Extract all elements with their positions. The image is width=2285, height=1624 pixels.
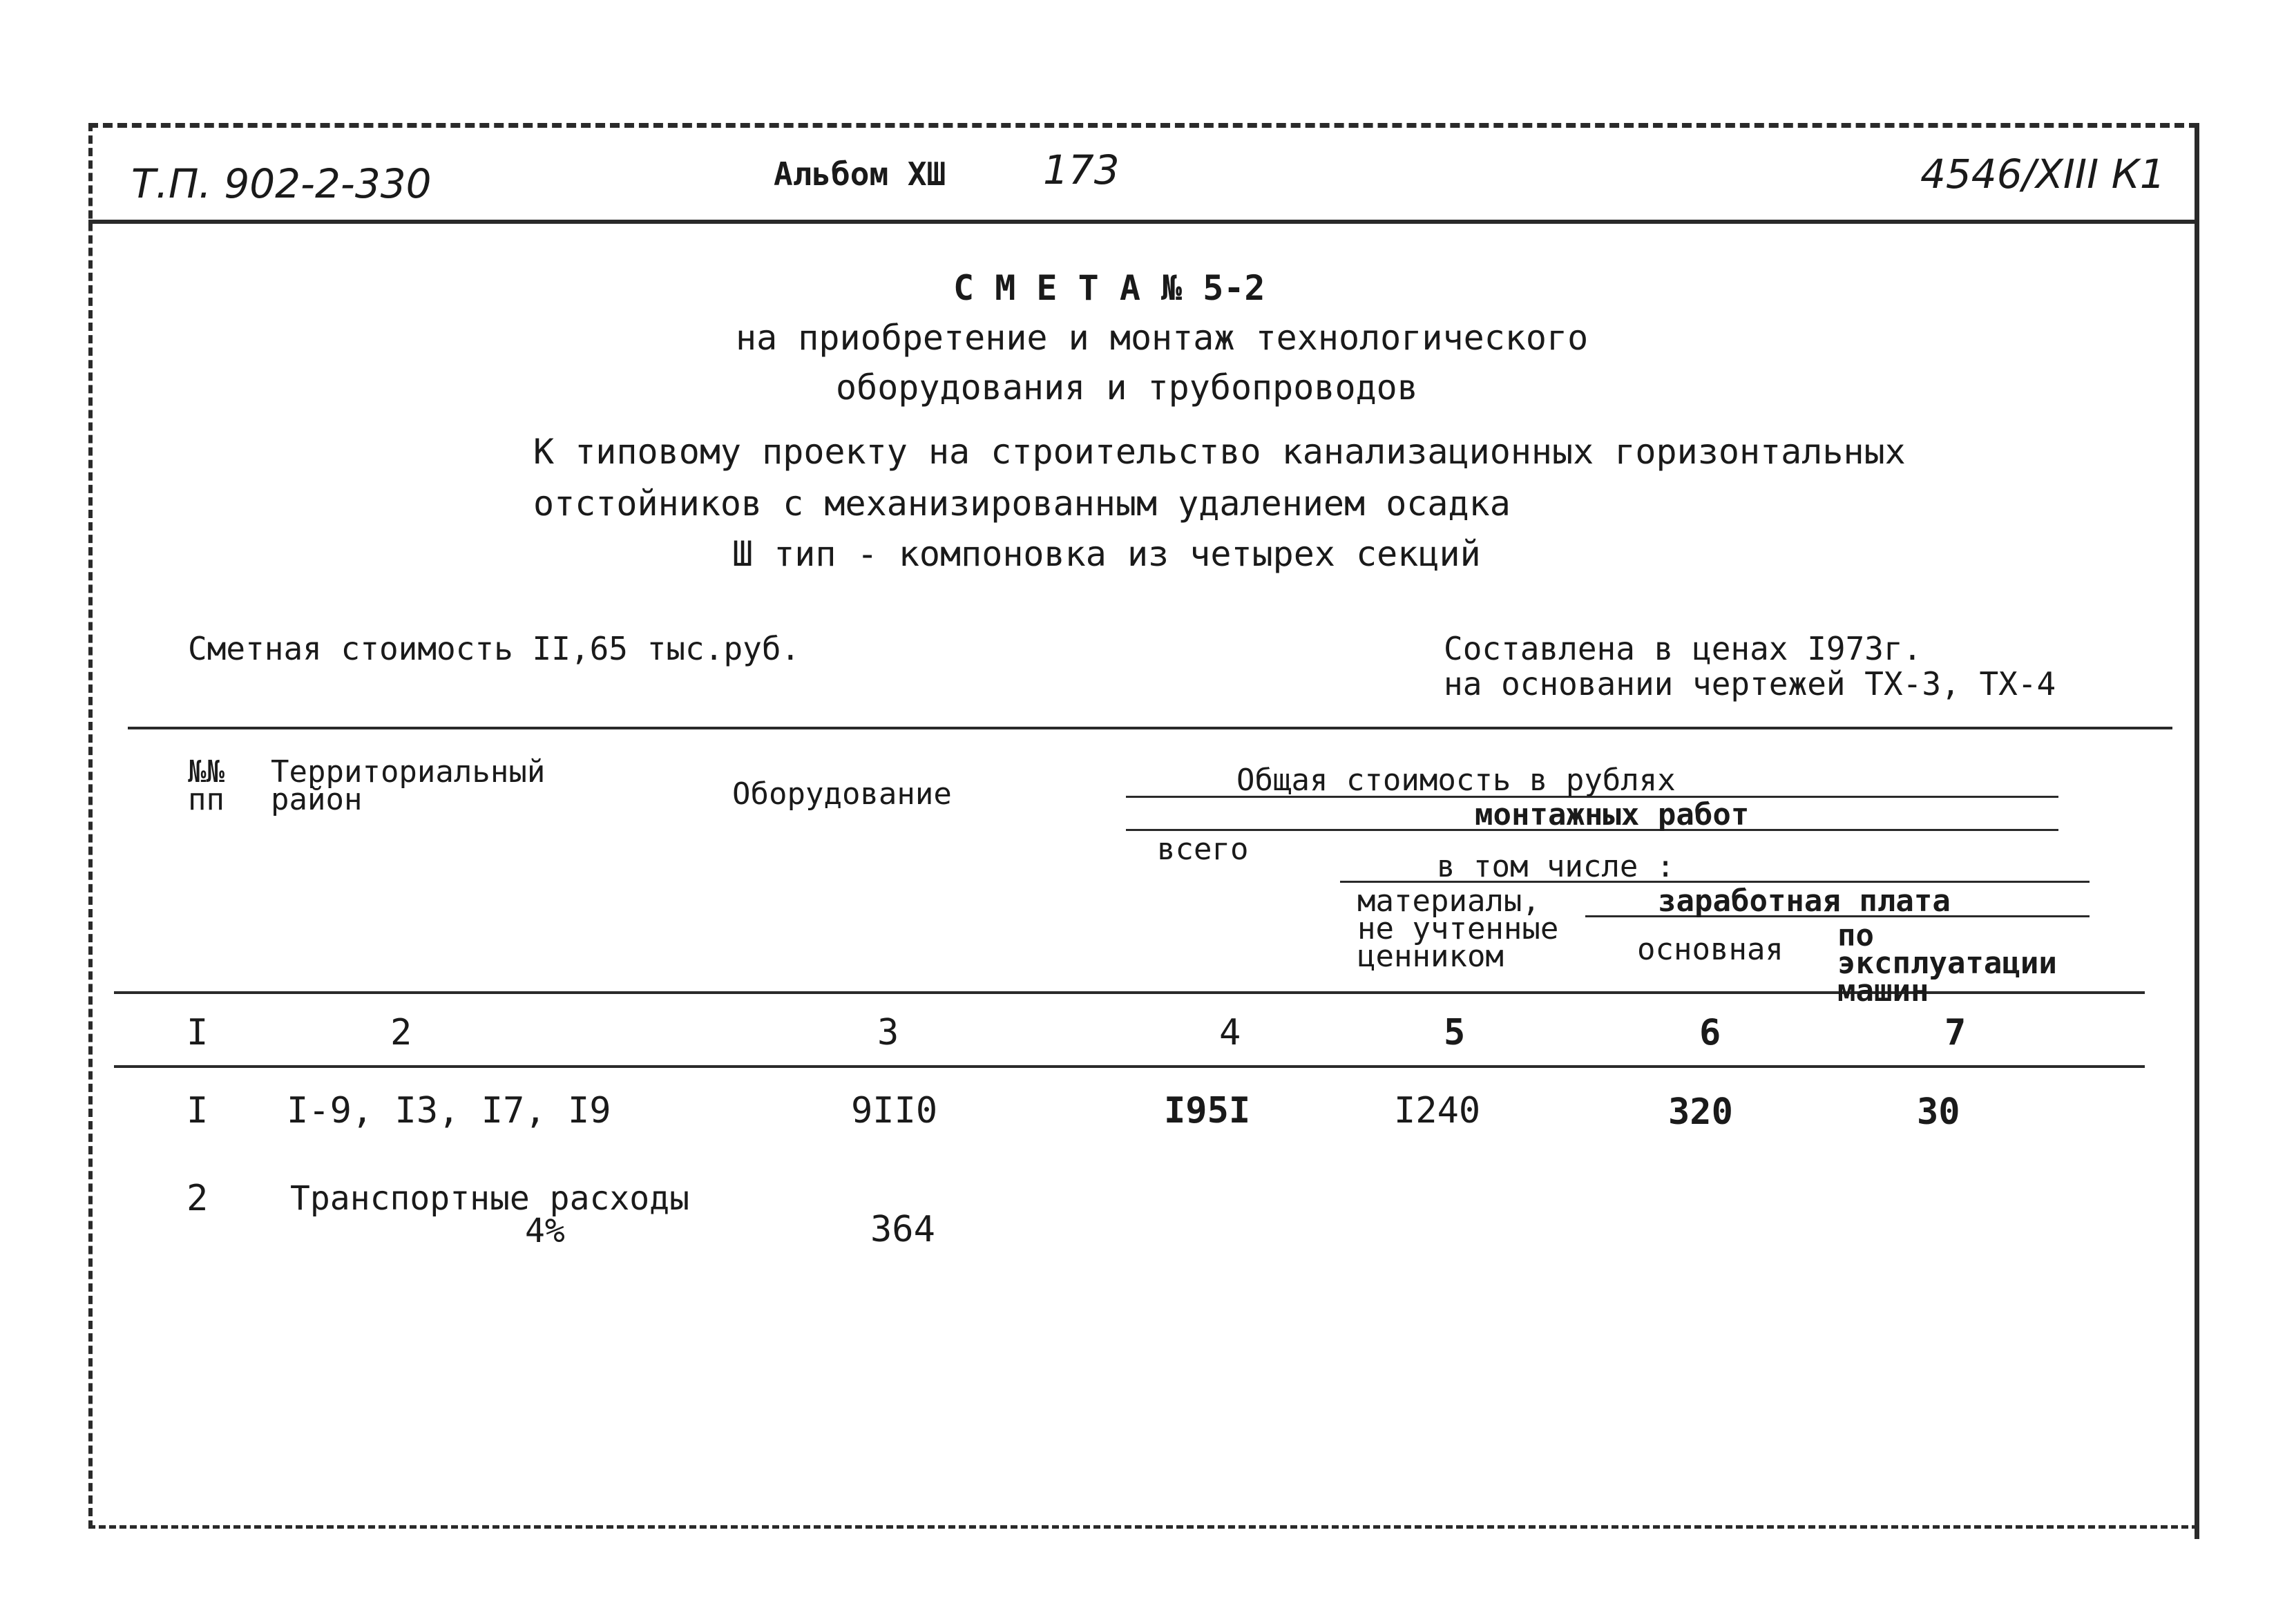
column-numbers-line bbox=[114, 1065, 2145, 1068]
frame-right-border bbox=[2195, 123, 2199, 1539]
col-number-1: I bbox=[187, 1012, 209, 1053]
col-number-3: 3 bbox=[877, 1012, 899, 1053]
row1-num: I bbox=[187, 1090, 209, 1131]
title-line-4: отстойников с механизированным удалением осадка bbox=[533, 484, 1511, 524]
row1-basic: 320 bbox=[1668, 1091, 1733, 1133]
table-top-line bbox=[128, 727, 2172, 729]
doc-code: 4546/XIII К1 bbox=[1920, 151, 2166, 198]
based-on-drawings: на основании чертежей ТХ-3, ТХ-4 bbox=[1444, 665, 2056, 703]
row2-equipment: 364 bbox=[870, 1209, 935, 1250]
col-number-7: 7 bbox=[1944, 1012, 1967, 1053]
estimated-cost: Сметная стоимость II,65 тыс.руб. bbox=[188, 630, 801, 667]
header-region: Территориальный район bbox=[271, 754, 546, 817]
row1-equipment: 9II0 bbox=[851, 1090, 938, 1131]
header-wages: заработная плата bbox=[1658, 883, 1951, 919]
row1-materials: I240 bbox=[1394, 1090, 1481, 1131]
header-basic: основная bbox=[1637, 932, 1784, 967]
header-install-works: монтажных работ bbox=[1475, 797, 1750, 832]
title-line-2: оборудования и трубопроводов bbox=[836, 367, 1418, 408]
frame-top-border bbox=[88, 123, 2199, 128]
header-total: всего bbox=[1157, 832, 1249, 867]
row1-total: I95I bbox=[1164, 1090, 1251, 1131]
header-machines: по эксплуатации машин bbox=[1837, 918, 2057, 1009]
col-number-2: 2 bbox=[390, 1012, 412, 1053]
frame-bottom-border bbox=[88, 1525, 2199, 1529]
title-line-5: Ш тип - компоновка из четырех секций bbox=[732, 534, 1481, 574]
album-label: Альбом ХШ bbox=[774, 155, 946, 193]
header-total-cost: Общая стоимость в рублях bbox=[1236, 763, 1676, 798]
row2-region: Транспортные расходы bbox=[290, 1179, 689, 1218]
row2-region-note: 4% bbox=[525, 1212, 565, 1250]
header-equipment: Оборудование bbox=[732, 776, 952, 812]
row2-num: 2 bbox=[187, 1178, 209, 1219]
row1-machines: 30 bbox=[1917, 1091, 1960, 1133]
col-number-4: 4 bbox=[1219, 1012, 1241, 1053]
page-number: 173 bbox=[1043, 146, 1120, 193]
header-including: в том числе : bbox=[1437, 849, 1675, 884]
project-code: Т.П. 902-2-330 bbox=[131, 160, 432, 207]
header-divider bbox=[88, 220, 2199, 224]
col-number-5: 5 bbox=[1444, 1012, 1466, 1053]
header-num: №№ пп bbox=[188, 754, 224, 817]
title-line-1: на приобретение и монтаж технологического bbox=[736, 318, 1589, 358]
estimate-title: С М Е Т А № 5-2 bbox=[953, 268, 1265, 308]
header-materials: материалы, не учтенные ценником bbox=[1357, 883, 1559, 974]
col-number-6: 6 bbox=[1699, 1012, 1721, 1053]
compiled-prices: Составлена в ценах I973г. bbox=[1444, 630, 1922, 667]
row1-region: I-9, I3, I7, I9 bbox=[287, 1090, 611, 1131]
title-line-3: К типовому проекту на строительство канализационных горизонтальных bbox=[533, 432, 1906, 472]
frame-left-border bbox=[88, 123, 93, 1529]
